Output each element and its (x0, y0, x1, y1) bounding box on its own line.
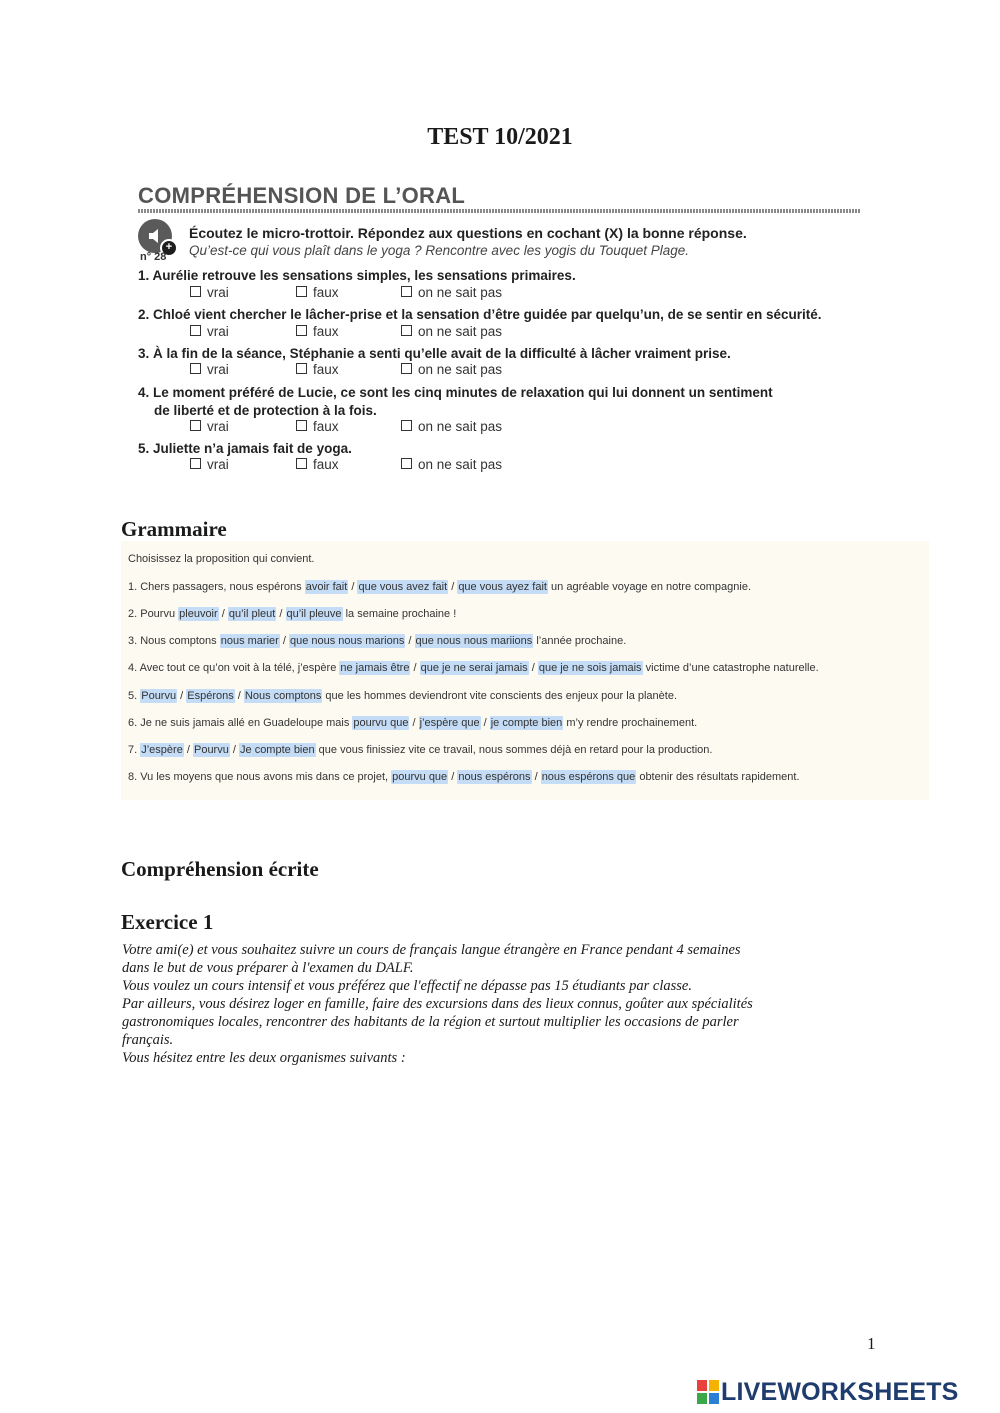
choice-option[interactable]: Espérons (187, 690, 234, 702)
page-number: 1 (867, 1334, 876, 1353)
grammar-item-3: 3. Nous comptons nous marier / que nous nous marions / que nous nous mariions l’année prochaine. (128, 635, 627, 647)
question-3: 3. À la fin de la séance, Stéphanie a senti qu’elle avait de la difficulté à lâcher vraiment prise. (138, 346, 731, 361)
checkbox-icon[interactable] (401, 363, 412, 374)
option-on-ne-sait-pas[interactable]: on ne sait pas (401, 324, 502, 339)
checkbox-icon[interactable] (296, 420, 307, 431)
question-1: 1. Aurélie retrouve les sensations simples, les sensations primaires. (138, 268, 576, 283)
choice-option[interactable]: que je ne sois jamais (538, 662, 642, 674)
option-on-ne-sait-pas[interactable]: on ne sait pas (401, 457, 502, 472)
grammar-item-7: 7. J’espère / Pourvu / Je compte bien que vous finissiez vite ce travail, nous sommes déjà en retard pour la production. (128, 744, 713, 756)
option-vrai[interactable]: vrai (190, 457, 229, 472)
choice-option[interactable]: ne jamais être (340, 662, 410, 674)
choice-option[interactable]: nous espérons (458, 771, 531, 783)
question-2: 2. Chloé vient chercher le lâcher-prise et la sensation d’être guidée par quelqu’un, de se sentir en sécurité. (138, 307, 822, 322)
choice-option[interactable]: j’espère que (419, 717, 480, 729)
option-on-ne-sait-pas[interactable]: on ne sait pas (401, 285, 502, 300)
track-number: n° 28 (140, 251, 167, 263)
choice-option[interactable]: Je compte bien (240, 744, 315, 756)
choice-option[interactable]: pourvu que (353, 717, 409, 729)
checkbox-icon[interactable] (401, 325, 412, 336)
checkbox-icon[interactable] (190, 286, 201, 297)
option-faux[interactable]: faux (296, 457, 339, 472)
option-vrai[interactable]: vrai (190, 324, 229, 339)
option-faux[interactable]: faux (296, 285, 339, 300)
choice-option[interactable]: qu’il pleuve (286, 608, 342, 620)
choice-option[interactable]: que nous nous marions (289, 635, 405, 647)
section-divider (138, 209, 861, 213)
exercise-heading: Exercice 1 (121, 910, 214, 934)
choice-option[interactable]: nous espérons que (541, 771, 636, 783)
plus-icon: + (160, 239, 178, 257)
choice-option[interactable]: Pourvu (193, 744, 229, 756)
choice-option[interactable]: pleuvoir (179, 608, 218, 620)
choice-option[interactable]: qu’il pleut (228, 608, 276, 620)
reading-heading: Compréhension écrite (121, 857, 319, 881)
option-vrai[interactable]: vrai (190, 362, 229, 377)
grammar-item-2: 2. Pourvu pleuvoir / qu’il pleut / qu’il pleuve la semaine prochaine ! (128, 608, 457, 620)
grammar-item-8: 8. Vu les moyens que nous avons mis dans ce projet, pourvu que / nous espérons / nous espérons que obtenir des résultats rapidement. (128, 771, 800, 783)
option-on-ne-sait-pas[interactable]: on ne sait pas (401, 362, 502, 377)
grammar-heading: Grammaire (121, 517, 227, 541)
oral-section-heading: COMPRÉHENSION DE L’ORAL (138, 183, 466, 208)
grammar-item-6: 6. Je ne suis jamais allé en Guadeloupe mais pourvu que / j’espère que / je compte bien m’y rendre prochainement. (128, 717, 698, 729)
option-vrai[interactable]: vrai (190, 419, 229, 434)
exercise-instructions: Votre ami(e) et vous souhaitez suivre un cours de français langue étrangère en France pendant 4 semaines dans le but de vous préparer à l'examen du DALF. Vous voulez un cours intensif et vous préférez que l'effectif ne dépasse pas 15 étudiants par classe. Par ailleurs, vous désirez loger en famille, faire des excursions dans des lieux connus, goûter aux spécialités gastronomiques locales, rencontrer des habitants de la région et surtout multiplier les occasions de parler français. Vous hésitez entre les deux organismes suivants : (122, 942, 753, 1066)
oral-subtitle: Qu’est-ce qui vous plaît dans le yoga ? Rencontre avec les yogis du Touquet Plage. (189, 243, 690, 258)
grammar-item-5: 5. Pourvu / Espérons / Nous comptons que les hommes deviendront vite conscients des enjeux pour la planète. (128, 690, 678, 702)
liveworksheets-wordmark: LIVEWORKSHEETS (721, 1378, 959, 1406)
choice-option[interactable]: Pourvu (141, 690, 177, 702)
checkbox-icon[interactable] (296, 363, 307, 374)
checkbox-icon[interactable] (190, 363, 201, 374)
checkbox-icon[interactable] (190, 420, 201, 431)
page-title: TEST 10/2021 (427, 124, 573, 150)
question-4: 4. Le moment préféré de Lucie, ce sont les cinq minutes de relaxation qui lui donnent un sentiment de liberté et de protection à la fois. (138, 385, 773, 418)
choice-option[interactable]: J’espère (141, 744, 183, 756)
choice-option[interactable]: nous marier (220, 635, 279, 647)
checkbox-icon[interactable] (401, 420, 412, 431)
checkbox-icon[interactable] (401, 286, 412, 297)
choice-option[interactable]: avoir fait (305, 581, 348, 593)
checkbox-icon[interactable] (190, 325, 201, 336)
grammar-item-4: 4. Avec tout ce qu’on voit à la télé, j’espère ne jamais être / que je ne serai jamais / que je ne sois jamais victime d’une catastrophe naturelle. (128, 662, 819, 674)
choice-option[interactable]: que nous nous mariions (415, 635, 533, 647)
option-vrai[interactable]: vrai (190, 285, 229, 300)
choice-option[interactable]: je compte bien (490, 717, 563, 729)
checkbox-icon[interactable] (296, 458, 307, 469)
option-faux[interactable]: faux (296, 419, 339, 434)
question-5: 5. Juliette n’a jamais fait de yoga. (138, 441, 352, 456)
grammar-instruction: Choisissez la proposition qui convient. (128, 553, 315, 565)
choice-option[interactable]: que vous avez fait (358, 581, 448, 593)
choice-option[interactable]: Nous comptons (244, 690, 322, 702)
liveworksheets-icon (697, 1380, 719, 1404)
checkbox-icon[interactable] (190, 458, 201, 469)
option-on-ne-sait-pas[interactable]: on ne sait pas (401, 419, 502, 434)
choice-option[interactable]: que je ne serai jamais (420, 662, 528, 674)
choice-option[interactable]: que vous ayez fait (458, 581, 547, 593)
checkbox-icon[interactable] (296, 286, 307, 297)
choice-option[interactable]: pourvu que (392, 771, 448, 783)
oral-instruction: Écoutez le micro-trottoir. Répondez aux questions en cochant (X) la bonne réponse. (189, 225, 747, 241)
checkbox-icon[interactable] (296, 325, 307, 336)
option-faux[interactable]: faux (296, 324, 339, 339)
option-faux[interactable]: faux (296, 362, 339, 377)
grammar-item-1: 1. Chers passagers, nous espérons avoir fait / que vous avez fait / que vous ayez fait un agréable voyage en notre compagnie. (128, 581, 752, 593)
checkbox-icon[interactable] (401, 458, 412, 469)
